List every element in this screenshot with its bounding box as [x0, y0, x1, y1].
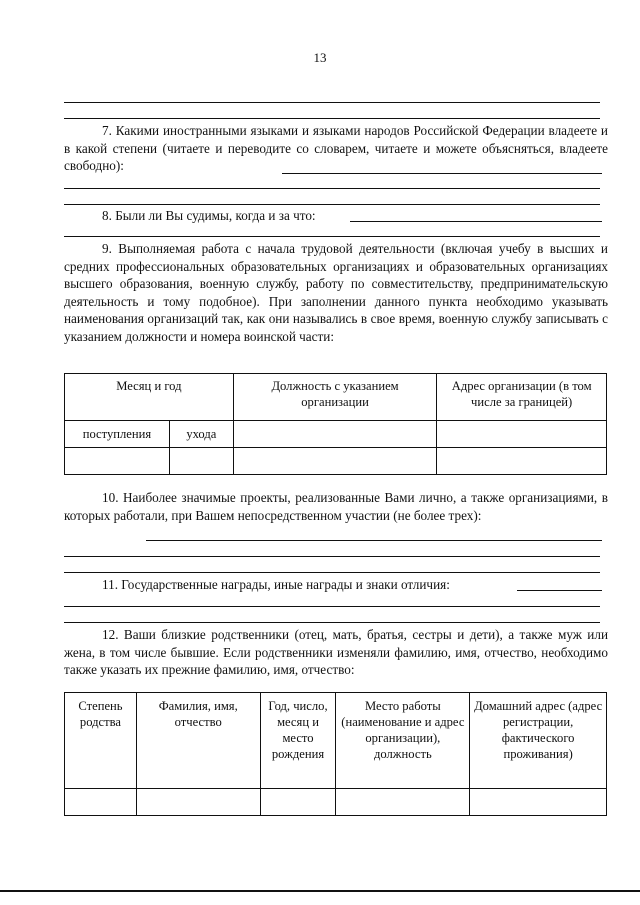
table-cell[interactable] — [136, 789, 260, 816]
table-cell[interactable] — [233, 421, 437, 448]
answer-11-line[interactable] — [64, 606, 600, 607]
blank-line[interactable] — [64, 102, 600, 103]
table-cell[interactable] — [470, 789, 607, 816]
header-birth: Год, число, месяц и место рождения — [260, 693, 336, 789]
header-position: Должность с указанием организации — [233, 374, 437, 421]
work-history-table — [64, 373, 607, 475]
relatives-table — [64, 692, 607, 816]
table-cell[interactable] — [65, 789, 137, 816]
question-7-text: 7. Какими иностранными языками и языками народов Российской Федерации владеете и в какой степени (читаете и переводите со словарем, читаете и можете объясняться, владеете свободно): — [64, 123, 608, 174]
answer-7-line[interactable] — [64, 188, 600, 189]
blank-line[interactable] — [64, 118, 600, 119]
page-number: 13 — [313, 50, 327, 65]
question-12-text: 12. Ваши близкие родственники (отец, мать, братья, сестры и дети), а также муж или жена, в том числе бывшие. Если родственники изменяли фамилию, имя, отчество, необходимо также указать их прежние фамилию, имя, отчество: — [64, 627, 608, 678]
question-12 — [64, 626, 608, 679]
answer-10-line-inline[interactable] — [146, 540, 602, 541]
table-cell[interactable] — [437, 421, 607, 448]
header-degree: Степень родства — [65, 693, 137, 789]
header-month-year: Месяц и год — [65, 374, 234, 421]
question-9 — [64, 240, 608, 346]
page-bottom-rule — [0, 890, 640, 892]
question-7 — [64, 122, 608, 175]
question-10 — [64, 489, 608, 524]
question-8-text: 8. Были ли Вы судимы, когда и за что: — [102, 208, 316, 223]
answer-7-line-inline[interactable] — [282, 173, 602, 174]
question-10-text: 10. Наиболее значимые проекты, реализованные Вами лично, а также организациями, в которых работали, при Вашем непосредственном участии (не более трех): — [64, 490, 608, 523]
table-cell[interactable] — [260, 789, 336, 816]
question-9-text: 9. Выполняемая работа с начала трудовой деятельности (включая учебу в высших и средних профессиональных образовательных организациях и образовательных организациях высшего образования, военную службу, работу по совместительству, предпринимательскую деятельность и тому подобное). При заполнении данного пункта необходимо указывать наименования организаций так, как они назывались в свое время, военную службу записывать с указанием должности и номера воинской части: — [64, 241, 608, 344]
answer-8-line-inline[interactable] — [350, 221, 602, 222]
header-start: поступления — [65, 421, 170, 448]
header-work: Место работы (наименование и адрес организации), должность — [336, 693, 470, 789]
table-cell[interactable] — [233, 448, 437, 475]
table-cell[interactable] — [336, 789, 470, 816]
header-name: Фамилия, имя, отчество — [136, 693, 260, 789]
question-11-text: 11. Государственные награды, иные награды и знаки отличия: — [102, 577, 450, 592]
answer-10-line[interactable] — [64, 556, 600, 557]
answer-10-line[interactable] — [64, 572, 600, 573]
header-home: Домашний адрес (адрес регистрации, фактического проживания) — [470, 693, 607, 789]
answer-11-line-inline[interactable] — [517, 590, 602, 591]
header-end: ухода — [169, 421, 233, 448]
answer-7-line[interactable] — [64, 204, 600, 205]
table-cell[interactable] — [65, 448, 170, 475]
table-cell[interactable] — [169, 448, 233, 475]
answer-8-line[interactable] — [64, 236, 600, 237]
answer-11-line[interactable] — [64, 622, 600, 623]
header-address: Адрес организации (в том числе за границей) — [437, 374, 607, 421]
table-cell[interactable] — [437, 448, 607, 475]
